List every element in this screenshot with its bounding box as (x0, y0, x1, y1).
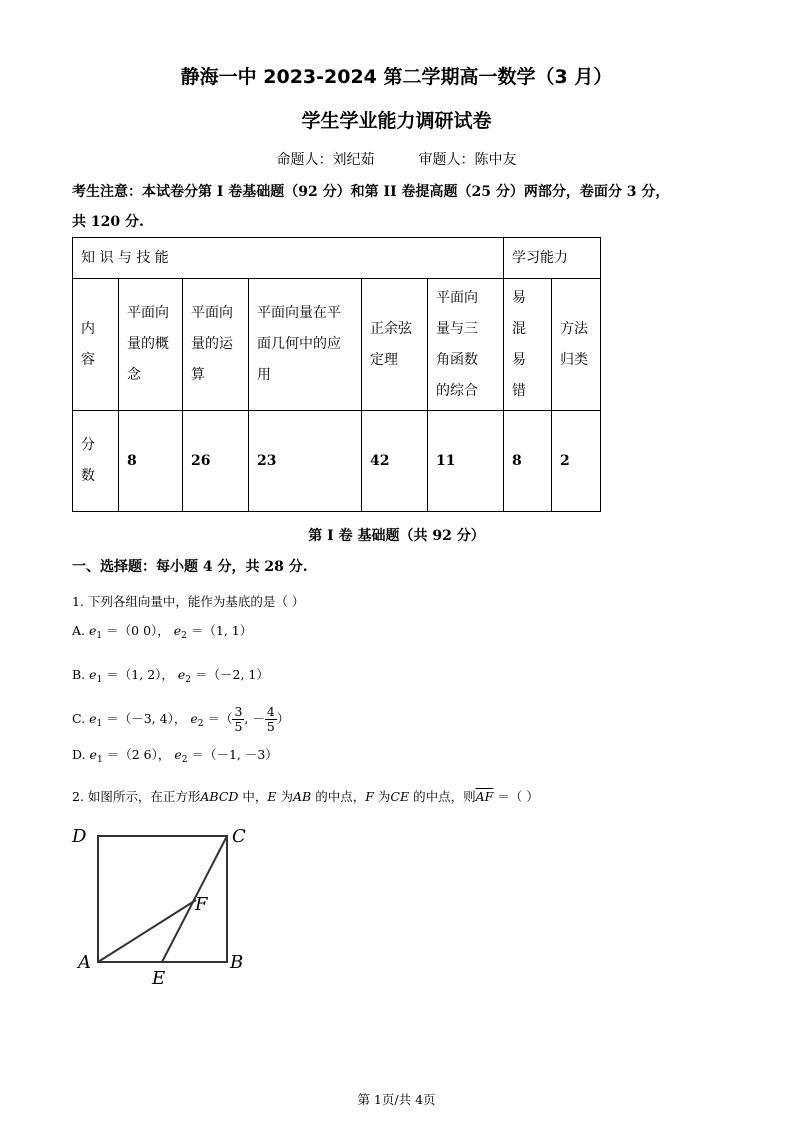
score-cell: 2 (552, 411, 601, 512)
label-f: F (195, 894, 208, 915)
square-figure (70, 822, 260, 992)
topic-cell: 易 混 易 错 (504, 279, 552, 411)
q1-option-a: A. $e_1 =(0$ 0）， $e_2 =(1$, 1） (72, 623, 253, 641)
q1-option-c: C. $e_1 =(-3$, 4）， $e_2$ ＝（ $\frac{3}{5}$ , － $\frac{4}{5}$ ） (72, 704, 290, 734)
reviewer-label: 审题人：陈中友 (418, 152, 517, 168)
notice-line-2: 共 120 分. (72, 214, 144, 230)
exam-title: 静海一中 2023-2024 第二学期高一数学（3 月） (180, 66, 613, 88)
score-label: 分 数 (73, 411, 119, 512)
page-footer: 第 1页/共 4页 (357, 1092, 436, 1107)
topic-cell: 平面向 量的概 念 (119, 279, 183, 411)
score-cell: 23 (249, 411, 362, 512)
score-cell: 8 (119, 411, 183, 512)
topic-cell: 方法 归类 (552, 279, 601, 411)
fraction-3-5: $\frac{3}{5}$ (234, 704, 243, 734)
section1-title: 一、选择题：每小题 4 分，共 28 分. (72, 559, 308, 575)
label-e: E (152, 968, 166, 989)
label-a: A (78, 952, 91, 973)
q1-stem: 1. 下列各组向量中，能作为基底的是（ ） (72, 594, 305, 609)
author-label: 命题人：刘纪茹 (276, 152, 375, 168)
score-cell: 42 (362, 411, 428, 512)
score-cell: 8 (504, 411, 552, 512)
topic-cell: 平面向量在平 面几何中的应 用 (249, 279, 362, 411)
label-d: D (72, 826, 87, 847)
vector-af: $\overline{AF}$ (475, 789, 494, 804)
content-label: 内 容 (73, 279, 119, 411)
label-b: B (230, 952, 244, 973)
square-abcd (98, 836, 227, 962)
score-cell: 26 (183, 411, 249, 512)
label-c: C (232, 826, 246, 847)
q1-option-b: B. $e_1 =(1$, 2）， $e_2 =(-2$, 1） (72, 667, 269, 685)
part1-title: 第 I 卷 基础题（共 92 分） (308, 528, 485, 544)
ability-header: 学习能力 (504, 238, 601, 279)
notice-line-1: 考生注意：本试卷分第 I 卷基础题（92 分）和第 II 卷提高题（25 分）两部分，卷面分 3 分， (72, 184, 670, 200)
topic-cell: 平面向 量与三 角函数 的综合 (428, 279, 504, 411)
authors-line (0, 149, 793, 169)
exam-subtitle: 学生学业能力调研试卷 (301, 110, 492, 132)
segment-af (98, 900, 196, 962)
topic-cell: 正余弦 定理 (362, 279, 428, 411)
knowledge-header: 知 识 与 技 能 (73, 238, 504, 279)
fraction-4-5: $\frac{4}{5}$ (266, 704, 275, 734)
q2-stem: 2. 如图所示，在正方形ABCD 中，E 为AB 的中点，F 为CE 的中点，则$\overline{AF}$ ＝（ ） (72, 789, 539, 804)
q1-option-d: D. $e_1 =(2$ 6）， $e_2 =(-1$, －3） (72, 747, 278, 765)
knowledge-ability-table (72, 237, 601, 512)
topic-cell: 平面向 量的运 算 (183, 279, 249, 411)
score-cell: 11 (428, 411, 504, 512)
